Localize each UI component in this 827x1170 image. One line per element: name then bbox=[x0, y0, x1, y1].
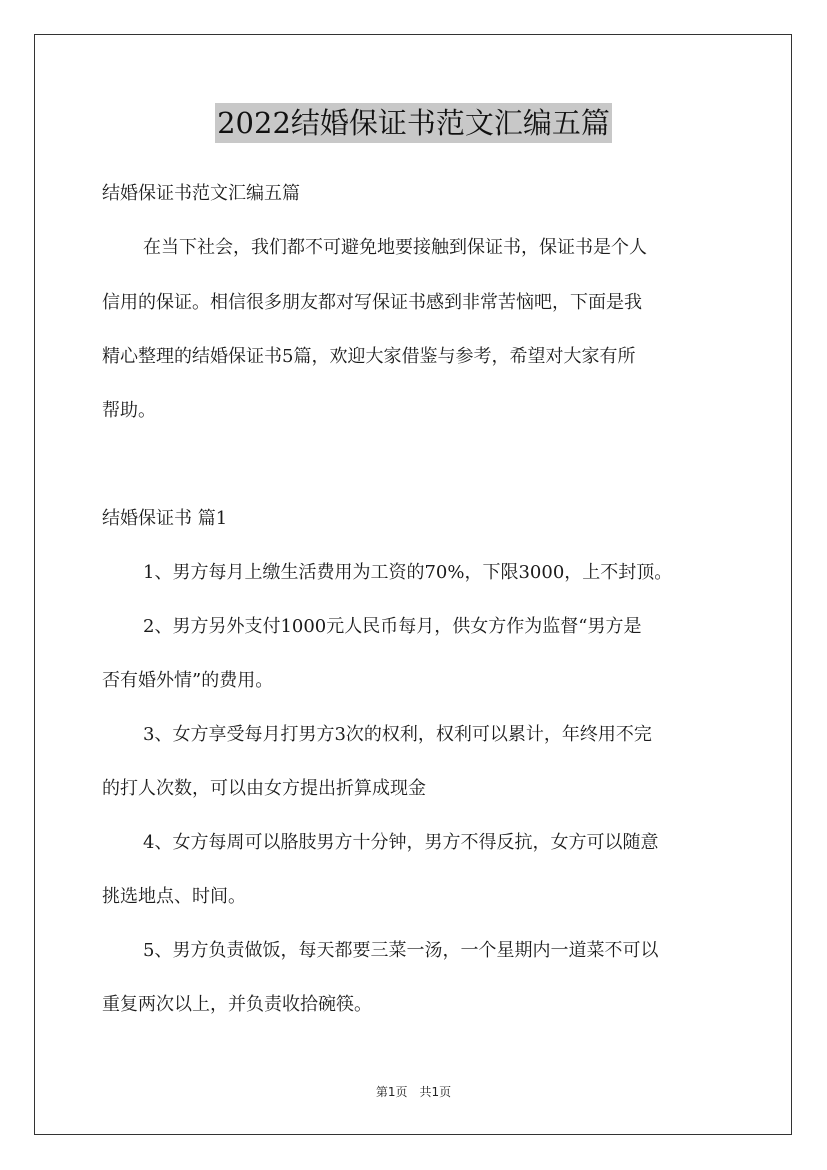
intro-line-1: 在当下社会，我们都不可避免地要接触到保证书，保证书是个人 bbox=[143, 237, 647, 258]
page-number: 第1页 bbox=[375, 1085, 408, 1099]
section-heading: 结婚保证书 篇1 bbox=[102, 508, 228, 529]
document-title-text: 2022结婚保证书范文汇编五篇 bbox=[215, 103, 612, 143]
page-footer bbox=[0, 1084, 827, 1100]
subtitle-line: 结婚保证书范文汇编五篇 bbox=[102, 183, 300, 204]
item-2-line-2: 否有婚外情”的费用。 bbox=[102, 670, 274, 691]
item-5-line-1: 5、男方负责做饭，每天都要三菜一汤，一个星期内一道菜不可以 bbox=[143, 940, 659, 961]
document-title bbox=[0, 103, 827, 143]
item-4-line-1: 4、女方每周可以胳肢男方十分钟，男方不得反抗，女方可以随意 bbox=[143, 832, 659, 853]
item-5-line-2: 重复两次以上，并负责收拾碗筷。 bbox=[102, 994, 372, 1015]
item-1-line-1: 1、男方每月上缴生活费用为工资的70%，下限3000，上不封顶。 bbox=[143, 562, 673, 583]
intro-line-2: 信用的保证。相信很多朋友都对写保证书感到非常苦恼吧，下面是我 bbox=[102, 292, 642, 313]
item-3-line-2: 的打人次数，可以由女方提出折算成现金 bbox=[102, 778, 426, 799]
item-3-line-1: 3、女方享受每月打男方3次的权利，权利可以累计，年终用不完 bbox=[143, 724, 652, 745]
item-4-line-2: 挑选地点、时间。 bbox=[102, 886, 246, 907]
item-2-line-1: 2、男方另外支付1000元人民币每月，供女方作为监督“男方是 bbox=[143, 616, 642, 637]
intro-line-4: 帮助。 bbox=[102, 400, 156, 421]
page-total: 共1页 bbox=[419, 1085, 452, 1099]
intro-line-3: 精心整理的结婚保证书5篇，欢迎大家借鉴与参考，希望对大家有所 bbox=[102, 346, 636, 367]
